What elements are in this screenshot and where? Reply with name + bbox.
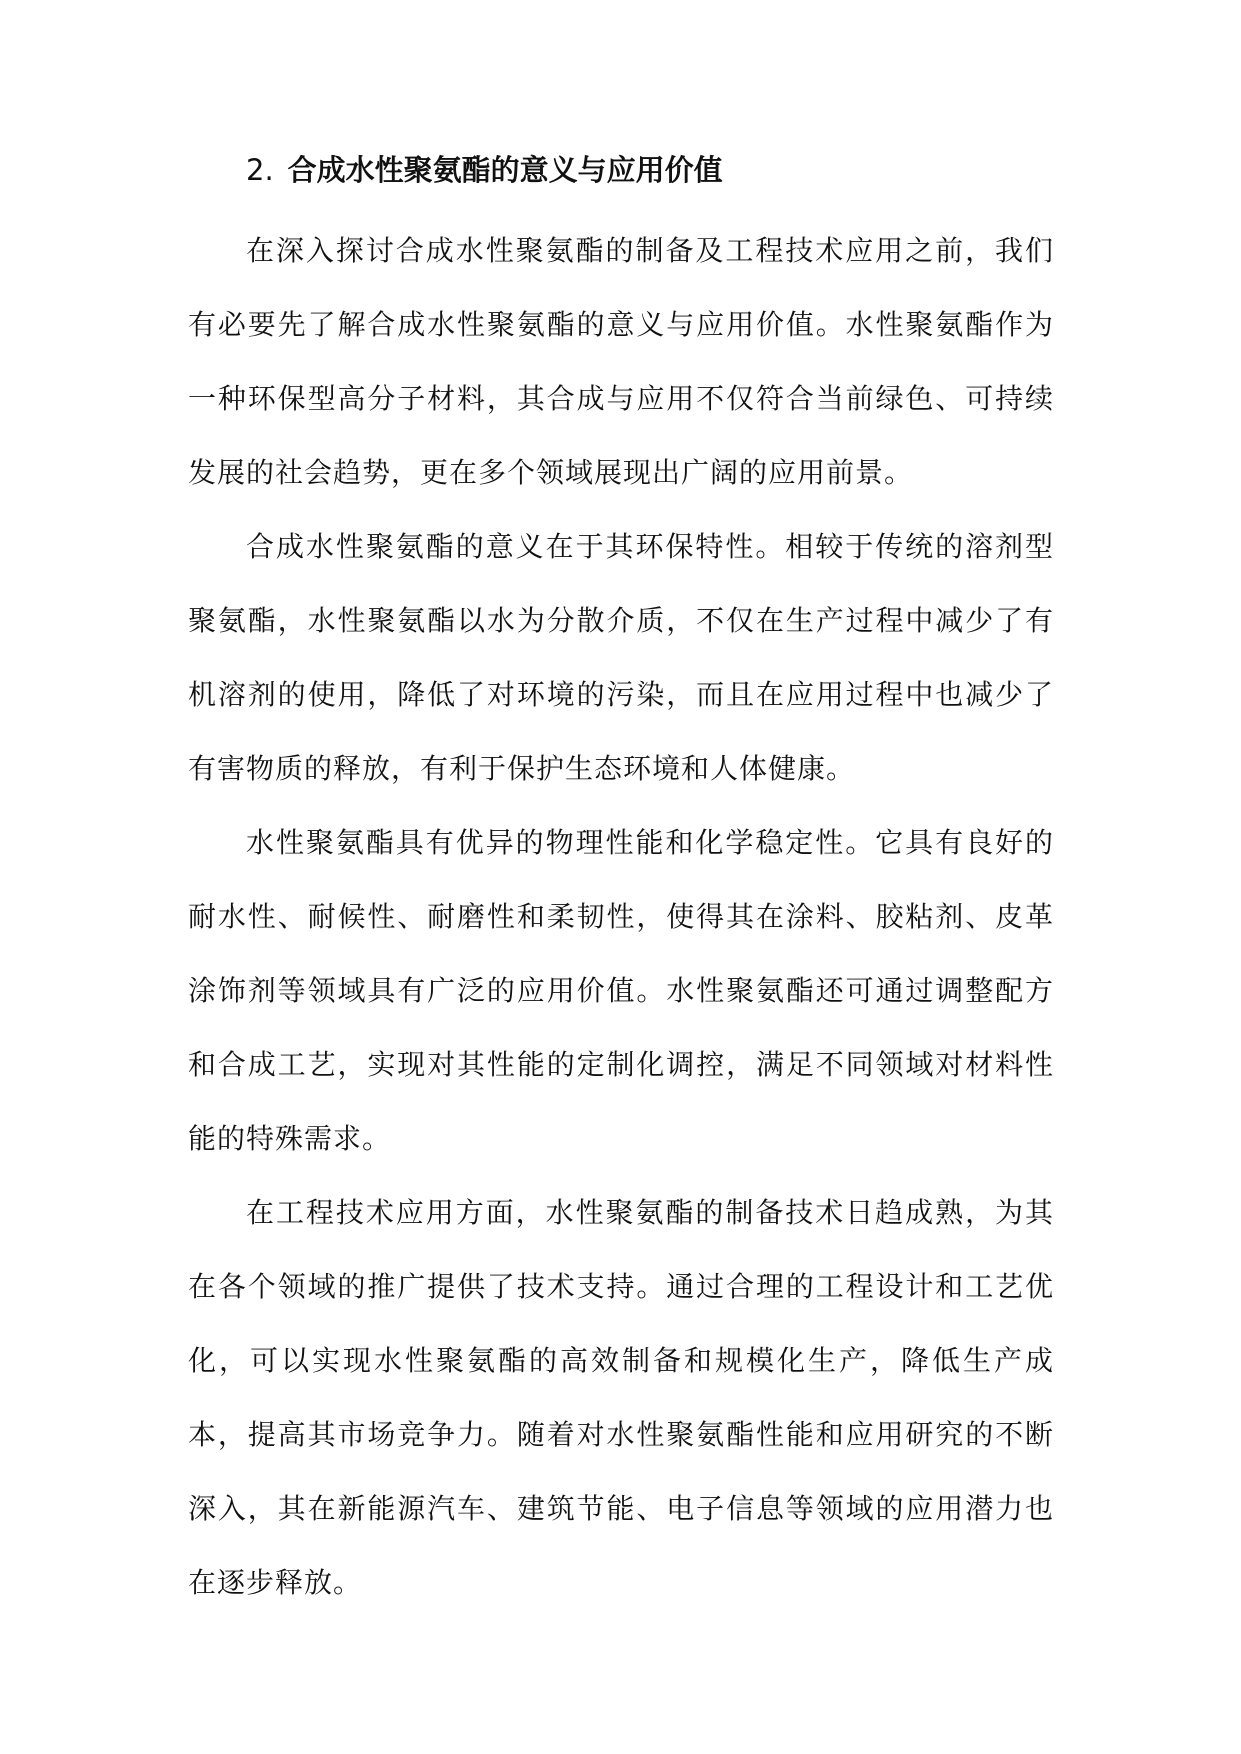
section-title: 合成水性聚氨酯的意义与应用价值 [287, 153, 723, 187]
paragraph-engineering: 在工程技术应用方面，水性聚氨酯的制备技术日趋成熟，为其在各个领域的推广提供了技术支持。通过合理的工程设计和工艺优化，可以实现水性聚氨酯的高效制备和规模化生产，降低生产成本，提高其市场竞争力。随着对水性聚氨酯性能和应用研究的不断深入，其在新能源汽车、建筑节能、电子信息等领域的应用潜力也在逐步释放。 [188, 1196, 1054, 1599]
paragraph-intro: 在深入探讨合成水性聚氨酯的制备及工程技术应用之前，我们有必要先了解合成水性聚氨酯的意义与应用价值。水性聚氨酯作为一种环保型高分子材料，其合成与应用不仅符合当前绿色、可持续发展的社会趋势，更在多个领域展现出广阔的应用前景。 [188, 234, 1054, 489]
paragraph-properties: 水性聚氨酯具有优异的物理性能和化学稳定性。它具有良好的耐水性、耐候性、耐磨性和柔韧性，使得其在涂料、胶粘剂、皮革涂饰剂等领域具有广泛的应用价值。水性聚氨酯还可通过调整配方和合成工艺，实现对其性能的定制化调控，满足不同领域对材料性能的特殊需求。 [188, 826, 1054, 1155]
section-number: 2. [246, 153, 274, 187]
paragraph-environmental: 合成水性聚氨酯的意义在于其环保特性。相较于传统的溶剂型聚氨酯，水性聚氨酯以水为分散介质，不仅在生产过程中减少了有机溶剂的使用，降低了对环境的污染，而且在应用过程中也减少了有害物质的释放，有利于保护生态环境和人体健康。 [188, 530, 1054, 785]
document-page [188, 140, 1054, 1620]
section-heading [246, 140, 1054, 200]
